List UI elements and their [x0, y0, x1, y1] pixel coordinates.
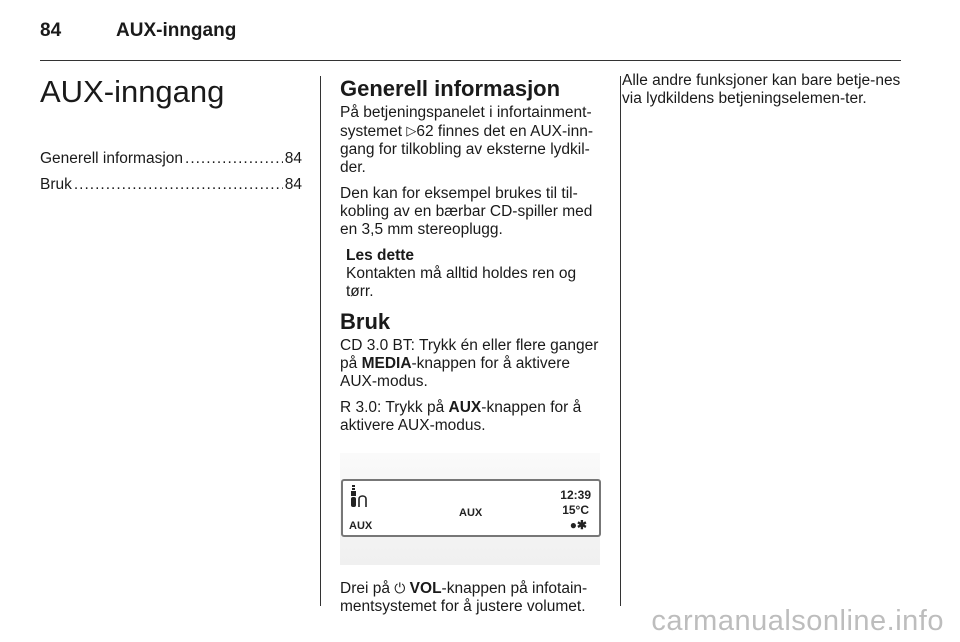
display-screen: [341, 479, 601, 537]
content-column: [340, 72, 604, 624]
section-title-general-info: Generell informasjon: [340, 76, 561, 101]
display-time: 12:39: [560, 488, 591, 502]
note-text: Kontakten må alltid holdes ren og tørr.: [346, 265, 577, 300]
display-mode-label: AUX: [459, 507, 483, 519]
toc-entry-general-info[interactable]: [40, 150, 302, 168]
page-number: 84: [40, 20, 62, 41]
toc-column: [40, 72, 302, 202]
power-icon: ⏻: [394, 580, 406, 596]
page-header: [40, 20, 236, 50]
note-title: Les dette: [346, 247, 415, 264]
toc-entry-usage[interactable]: [40, 176, 302, 194]
paragraph-r30: R 3.0: Trykk på AUX-knappen for å aktivere AUX-modus.: [340, 399, 582, 434]
paragraph-cd30bt: CD 3.0 BT: Trykk én eller flere ganger på MEDIA-knappen for å aktivere AUX-modus.: [340, 337, 599, 390]
toc-leader: [185, 150, 283, 168]
header-rule: [40, 60, 901, 61]
chapter-title: AUX-inngang: [40, 74, 225, 109]
aux-plug-icon: [349, 485, 371, 513]
display-temperature: 15°C: [562, 503, 589, 517]
running-title: AUX-inngang: [116, 20, 237, 41]
note-box: [346, 247, 604, 301]
arrow-icon: ▷: [406, 123, 417, 138]
right-column: [622, 72, 902, 116]
vol-button-label: VOL: [409, 580, 442, 597]
paragraph-volume: Drei på ⏻ VOL-knappen på infotain-mentsystemet for å justere volumet.: [340, 580, 588, 615]
paragraph-aux-location: På betjeningspanelet i infortainment-systemet ▷62 finnes det en AUX-inn-gang for tilkobling av eksterne lydkil-der.: [340, 104, 593, 176]
aux-button-label: AUX: [448, 399, 482, 416]
toc-entry-page: 84: [284, 176, 302, 193]
toc-entry-title: Generell informasjon: [40, 150, 184, 167]
toc-entry-page: 84: [284, 150, 302, 167]
media-button-label: MEDIA: [361, 355, 412, 372]
bluetooth-icon: ●✱: [569, 518, 587, 532]
paragraph-aux-usage-example: Den kan for eksempel brukes til til-kobling av en bærbar CD-spiller med en 3,5 mm stereoplugg.: [340, 185, 593, 238]
reference-page[interactable]: 62: [416, 123, 434, 140]
display-source-label: AUX: [349, 520, 373, 532]
column-divider-2: [620, 76, 621, 606]
toc-leader: [74, 176, 283, 194]
display-illustration: [340, 453, 600, 565]
column-divider-1: [320, 76, 321, 606]
section-title-usage: Bruk: [340, 309, 391, 334]
toc-entry-title: Bruk: [40, 176, 72, 193]
watermark-site: carmanualsonline.info: [651, 605, 944, 637]
paragraph-other-functions: Alle andre funksjoner kan bare betje-nes via lydkildens betjeningselemen-ter.: [622, 72, 901, 107]
